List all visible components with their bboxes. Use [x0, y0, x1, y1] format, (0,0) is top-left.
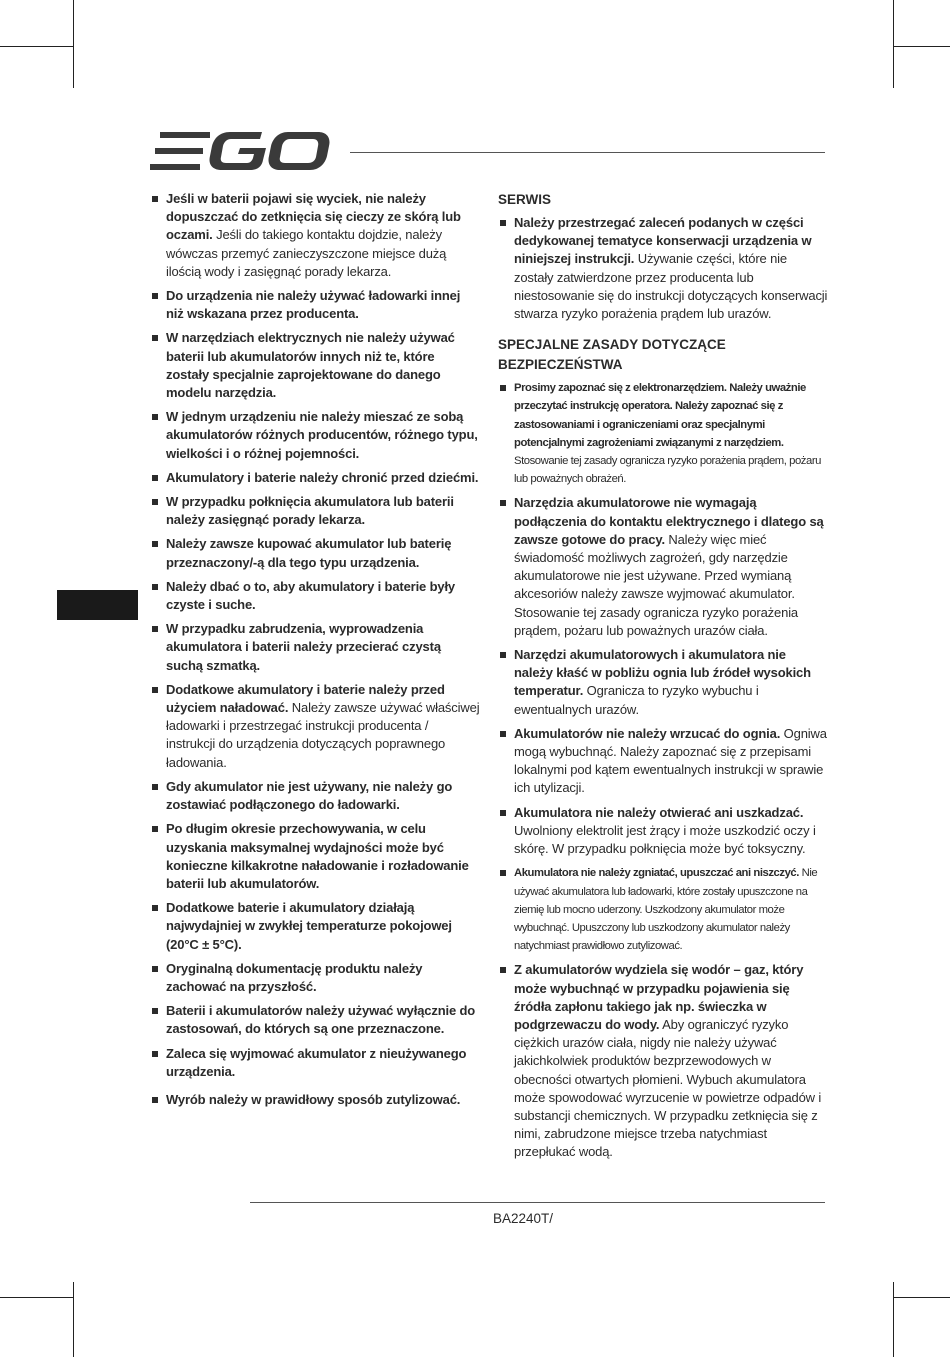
list-item: Dodatkowe baterie i akumulatory działają najwydajniej w zwykłej temperaturze pokojowej (20°C ± 5°C). — [150, 899, 480, 954]
crop-mark — [893, 1297, 950, 1298]
special-safety-heading: SPECJALNE ZASADY DOTYCZĄCE BEZPIECZEŃSTWA — [498, 337, 726, 373]
crop-mark — [73, 1282, 74, 1357]
crop-mark — [0, 46, 73, 47]
model-code: BA2240T/ — [493, 1211, 554, 1226]
list-item: Jeśli w baterii pojawi się wyciek, nie należy dopuszczać do zetknięcia się cieczy ze skórą lub oczami. Jeśli do takiego kontaktu dojdzie, należy wówczas przemyć zanieczyszczone miejsce dużą ilością wody i zasięgnąć porady lekarza. — [150, 190, 480, 281]
list-item: Zaleca się wyjmować akumulator z nieużywanego urządzenia. — [150, 1045, 480, 1081]
special-safety-list — [498, 379, 828, 1161]
section-tab-marker — [57, 590, 138, 620]
list-item: Po długim okresie przechowywania, w celu uzyskania maksymalnej wydajności może być konieczne kilkakrotne naładowanie i rozładowanie baterii lub akumulatorów. — [150, 820, 480, 893]
list-item: Gdy akumulator nie jest używany, nie należy go zostawiać podłączonego do ładowarki. — [150, 778, 480, 814]
list-item: W jednym urządzeniu nie należy mieszać ze sobą akumulatorów różnych producentów, różnego typu, wielkości i o różnej pojemności. — [150, 408, 480, 463]
list-item: W przypadku połknięcia akumulatora lub baterii należy zasięgnąć porady lekarza. — [150, 493, 480, 529]
list-item: Z akumulatorów wydziela się wodór – gaz, który może wybuchnąć w przypadku pojawienia się źródła zapłonu takiego jak np. świeczka w podgrzewaczu do wody. Aby ograniczyć ryzyko ciężkich urazów ciała, nigdy nie należy używać jakichkolwiek produktów bezprzewodowych w obecności otwartych płomieni. Wybuch akumulatora może spowodować wyrzucenie w powietrze odpadów i substancji chemicznych. W przypadku zetknięcia się z nimi, zabrudzone miejsce trzeba natychmiast przepłukać wodą. — [498, 961, 828, 1161]
list-item: W narzędziach elektrycznych nie należy używać baterii lub akumulatorów innych niż te, które zostały specjalnie zaprojektowane do danego modelu narzędzia. — [150, 329, 480, 402]
crop-mark — [893, 1282, 894, 1357]
service-list — [498, 214, 828, 323]
crop-mark — [893, 0, 894, 88]
ego-logo — [150, 130, 330, 172]
list-item: Narzędzia akumulatorowe nie wymagają podłączenia do kontaktu elektrycznego i dlatego są zawsze gotowe do pracy. Należy więc mieć świadomość możliwych zagrożeń, gdy narzędzie akumulatorowe nie jest używane. Przed wymianą akcesoriów należy zawsze wyjmować akumulator. Stosowanie tej zasady ogranicza ryzyko porażenia prądem, pożaru lub poważnych urazów ciała. — [498, 494, 828, 640]
right-column — [498, 190, 828, 1168]
footer-rule — [250, 1202, 825, 1203]
list-item: Należy dbać o to, aby akumulatory i baterie były czyste i suche. — [150, 578, 480, 614]
crop-mark — [73, 0, 74, 88]
service-heading: SERWIS — [498, 192, 552, 207]
list-item: Narzędzi akumulatorowych i akumulatora nie należy kłaść w pobliżu ognia lub źródeł wysokich temperatur. Ogranicza to ryzyko wybuchu i ewentualnych urazów. — [498, 646, 828, 719]
list-item: Należy zawsze kupować akumulator lub baterię przeznaczony/-ą dla tego typu urządzenia. — [150, 535, 480, 571]
crop-mark — [0, 1297, 73, 1298]
list-item: Akumulatora nie należy otwierać ani uszkadzać. Uwolniony elektrolit jest żrący i może uszkodzić oczy i skórę. W przypadku połknięcia może być toksyczny. — [498, 804, 828, 859]
list-item: Baterii i akumulatorów należy używać wyłącznie do zastosowań, do których są one przeznaczone. — [150, 1002, 480, 1038]
list-item: Należy przestrzegać zaleceń podanych w części dedykowanej tematyce konserwacji urządzenia w niniejszej instrukcji. Używanie części, które nie zostały zatwierdzone przez producenta lub niestosowanie się do instrukcji dotyczących konserwacji stwarza ryzyko porażenia prądem lub urazów. — [498, 214, 828, 323]
battery-safety-list — [150, 190, 480, 1109]
list-item: Do urządzenia nie należy używać ładowarki innej niż wskazana przez producenta. — [150, 287, 480, 323]
list-item: Akumulatory i baterie należy chronić przed dziećmi. — [150, 469, 480, 487]
crop-mark — [893, 46, 950, 47]
header-rule — [350, 152, 825, 153]
list-item: W przypadku zabrudzenia, wyprowadzenia akumulatora i baterii należy przecierać czystą suchą szmatką. — [150, 620, 480, 675]
list-item: Akumulatora nie należy zgniatać, upuszczać ani niszczyć. Nie używać akumulatora lub ładowarki, które zostały upuszczone na ziemię lub mocno uderzony. Uszkodzony akumulator może wybuchnąć. Upuszczony lub uszkodzony akumulator należy natychmiast prawidłowo zutylizować. — [498, 864, 828, 955]
list-item: Dodatkowe akumulatory i baterie należy przed użyciem naładować. Należy zawsze używać właściwej ładowarki i przestrzegać instrukcji producenta / instrukcji do urządzenia dotyczących poprawnego ładowania. — [150, 681, 480, 772]
list-item: Akumulatorów nie należy wrzucać do ognia. Ogniwa mogą wybuchnąć. Należy zapoznać się z przepisami lokalnymi pod kątem ewentualnych instrukcji w sprawie ich utylizacji. — [498, 725, 828, 798]
list-item: Prosimy zapoznać się z elektronarzędziem. Należy uważnie przeczytać instrukcję operatora. Należy zapoznać się z zastosowaniami i ograniczeniami oraz specjalnymi potencjalnymi zagrożeniami związanymi z narzędziem. Stosowanie tej zasady ogranicza ryzyko porażenia prądem, pożaru lub poważnych obrażeń. — [498, 379, 828, 488]
list-item: Wyrób należy w prawidłowy sposób zutylizować. — [150, 1091, 480, 1109]
left-column — [150, 190, 480, 1115]
list-item: Oryginalną dokumentację produktu należy zachować na przyszłość. — [150, 960, 480, 996]
